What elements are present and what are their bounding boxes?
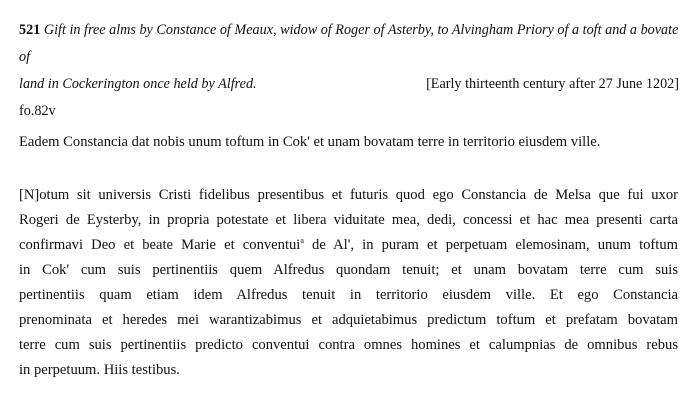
entry-title: Gift in free alms by Constance of Meaux, widow of Roger of Asterby, to Alvingham Priory of a toft and a bovate of (19, 22, 679, 65)
charter-line-end: de Al', in puram et perpetuam elemosinam, unum toftum (303, 237, 678, 253)
charter-line-start: confirmavi Deo et beate Marie et conventui (19, 237, 301, 253)
charter-line: [N]otum sit universis Cristi fidelibus presentibus et futuris quod ego Constancia de Melsa que fui uxor (19, 187, 678, 203)
charter-line: in perpetuum. Hiis testibus. (19, 362, 180, 378)
charter-line: terre cum suis pertinentiis predicto conventui contra omnes homines et calumpnias de omnibus rebus (19, 337, 678, 353)
footnote-marker: a (300, 236, 304, 246)
charter-line: prenominata et heredes mei warantizabimus et adquietabimus predictum toftum et prefatam bovatam (19, 312, 678, 328)
charter-text (19, 183, 678, 383)
entry-date: [Early thirteenth century after 27 June 1202] (426, 76, 679, 92)
rubric-text: Eadem Constancia dat nobis unum toftum in Cok' et unam bovatam terre in territorio eiusdem ville. (19, 134, 601, 150)
entry-heading (19, 17, 679, 125)
heading-line-1 (19, 17, 679, 71)
entry-number: 521 (19, 22, 41, 38)
heading-line-2 (19, 71, 679, 98)
charter-line: pertinentiis quam etiam idem Alfredus tenuit in territorio eiusdem ville. Et ego Constancia (19, 287, 678, 303)
entry-title-continued: land in Cockerington once held by Alfred. (19, 76, 257, 92)
charter-line (19, 233, 678, 258)
folio-reference: fo.82v (19, 103, 56, 119)
charter-line: in Cok' cum suis pertinentiis quem Alfredus quondam tenuit; et unam bovatam terre cum suis (19, 262, 678, 278)
charter-line: Rogeri de Eysterby, in propria potestate et libera viduitate mea, dedi, concessi et hac mea presenti carta (19, 212, 678, 228)
